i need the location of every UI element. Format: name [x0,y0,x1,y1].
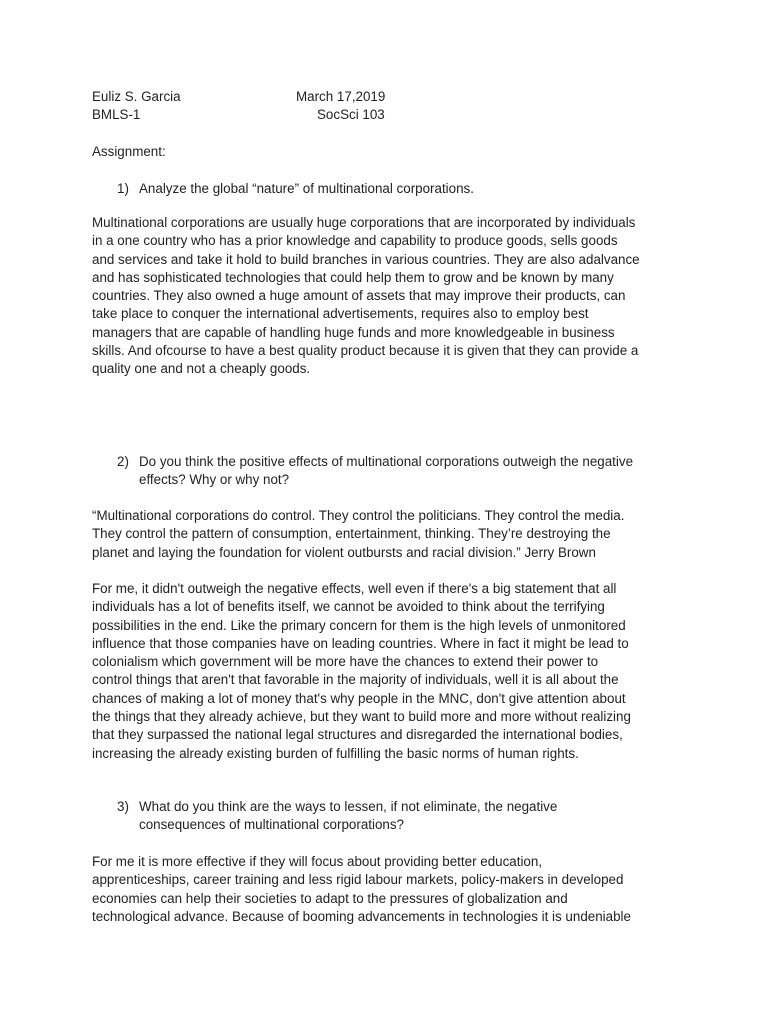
question-number: 2) [117,454,129,469]
answer-1-paragraph [92,214,682,379]
question-text [139,180,699,198]
paragraph-line: possibilities in the end. Like the primary concern for them is the high levels of unmonitored [92,617,626,633]
paragraph-line: chances of making a lot of money that's why people in the MNC, don't give attention about [92,690,626,706]
question-number: 3) [117,799,129,814]
assignment-label: Assignment: [92,144,166,159]
paragraph-line: For me, it didn't outweigh the negative effects, well even if there's a big statement that all [92,581,617,596]
question-line: effects? Why or why not? [139,472,290,488]
answer-2-paragraph [92,580,682,763]
paragraph-line: managers that are capable of handling huge funds and more knowledgeable in business [92,324,615,340]
paragraph-line: individuals has a lot of benefits itself, we cannot be avoided to think about the terrifying [92,599,605,615]
course-code: BMLS-1 [92,107,141,122]
question-line: consequences of multinational corporations? [139,817,405,833]
quote-line: planet and laying the foundation for violent outbursts and racial division.” Jerry Brown [92,544,596,560]
header-row-1 [92,88,692,106]
question-number: 1) [117,181,129,196]
question-text [139,453,699,490]
subject-code: SocSci 103 [317,107,385,122]
paragraph-line: quality one and not a cheaply goods. [92,361,311,377]
paragraph-line: skills. And ofcourse to have a best quality product because it is given that they can provide a [92,343,639,359]
quote-line: “Multinational corporations do control. They control the politicians. They control the media. [92,508,625,523]
paragraph-line: in a one country who has a prior knowledge and capability to produce goods, sells goods [92,233,618,249]
paragraph-line: and services and take it hold to build branches in various countries. They are also adalvance [92,251,640,267]
question-line: Do you think the positive effects of multinational corporations outweigh the negative [139,454,634,469]
paragraph-line: influence that those companies have on leading countries. Where in fact it might be lead to [92,635,629,651]
question-line: Analyze the global “nature” of multinational corporations. [139,181,474,196]
paragraph-line: that they surpassed the national legal structures and disregarded the international bodies, [92,727,623,743]
question-text [139,798,699,835]
question-line: What do you think are the ways to lessen, if not eliminate, the negative [139,799,558,814]
paragraph-line: For me it is more effective if they will focus about providing better education, [92,854,543,869]
jerry-brown-quote [92,507,682,562]
paragraph-line: and has sophisticated technologies that could help them to grow and be known by many [92,269,614,285]
paragraph-line: economies can help their societies to adapt to the pressures of globalization and [92,890,568,906]
header-row-2 [92,106,692,124]
paragraph-line: technological advance. Because of booming advancements in technologies it is undeniable [92,908,631,924]
quote-line: They control the pattern of consumption, entertainment, thinking. They’re destroying the [92,526,611,542]
paragraph-line: the things that they already achieve, but they want to build more and more without realizing [92,709,631,725]
paragraph-line: Multinational corporations are usually huge corporations that are incorporated by individuals [92,215,636,230]
author-name: Euliz S. Garcia [92,89,181,104]
answer-3-paragraph [92,853,682,926]
paragraph-line: take place to conquer the international advertisements, requires also to employ best [92,306,589,322]
paragraph-line: apprenticeships, career training and less rigid labour markets, policy-makers in developed [92,872,624,888]
paragraph-line: increasing the already existing burden of fulfilling the basic norms of human rights. [92,745,579,761]
paragraph-line: countries. They also owned a huge amount of assets that may improve their products, can [92,288,626,304]
assignment-date: March 17,2019 [296,89,386,104]
paragraph-line: colonialism which government will be more have the chances to extend their power to [92,654,599,670]
paragraph-line: control things that aren't that favorable in the majority of individuals, well it is all about the [92,672,619,688]
